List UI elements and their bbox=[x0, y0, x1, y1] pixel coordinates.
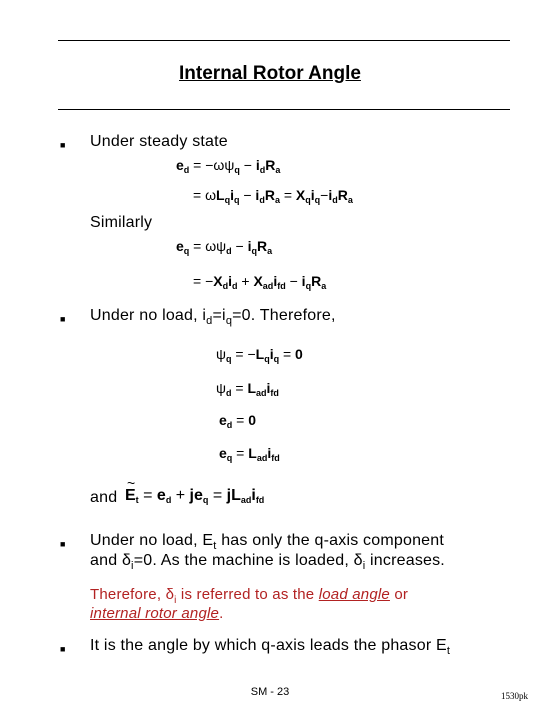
bullet-no-load: Under no load, $i_d=i_q=0$. Therefore, bbox=[90, 307, 336, 328]
bullet-load-line1: Under no load, $E_t$ has only the q-axis component bbox=[90, 532, 445, 553]
slide-number: SM - 23 bbox=[250, 686, 290, 698]
red-note-line2: internal rotor angle. bbox=[90, 605, 224, 622]
bullet-marker: ■ bbox=[60, 314, 66, 324]
top-rule bbox=[58, 40, 510, 41]
equation-eq-lad: $e_q = L_{ad}i_{fd}$ bbox=[219, 445, 280, 463]
term-load-angle: load angle bbox=[318, 586, 390, 603]
corner-code: 1530pk bbox=[501, 691, 528, 701]
equation-eq-expanded: = $-X_di_d + X_{ad}i_{fd} - i_qR_a$ bbox=[193, 273, 327, 291]
equation-psi-q: $\psi_q = -L_qi_q = 0$ bbox=[216, 346, 303, 364]
equation-ed-zero: $e_d = 0$ bbox=[219, 412, 257, 430]
text-and: and bbox=[90, 489, 118, 506]
equation-ed: $e_d = -\omega\psi_q - i_dR_a$ bbox=[176, 157, 281, 175]
term-internal-rotor-angle: internal rotor angle bbox=[90, 605, 220, 622]
text-similarly: Similarly bbox=[90, 214, 153, 231]
page-title: Internal Rotor Angle bbox=[179, 63, 361, 84]
equation-eq: $e_q = \omega\psi_d - i_qR_a$ bbox=[176, 238, 273, 256]
bullet-steady-state: Under steady state bbox=[90, 133, 228, 150]
title-rule bbox=[58, 109, 510, 110]
equation-Et: ~ $E_t = e_d + je_q = jL_{ad}i_{fd}$ bbox=[125, 487, 264, 505]
bullet-load-line2: and $\delta_i=0$. As the machine is loaded, $\delta_i$ increases. bbox=[90, 552, 445, 573]
bullet-marker: ■ bbox=[60, 539, 66, 549]
bullet-q-axis: It is the angle by which q-axis leads the phasor $E_t$ bbox=[90, 637, 451, 658]
red-note-line1: Therefore, $\delta_i$ is referred to as the load angle or bbox=[90, 586, 409, 606]
equation-psi-d: $\psi_d = L_{ad}i_{fd}$ bbox=[216, 380, 279, 398]
bullet-marker: ■ bbox=[60, 644, 66, 654]
bullet-marker: ■ bbox=[60, 140, 66, 150]
equation-ed-expanded: = $\omega L_qi_q - i_dR_a = X_qi_q-i_dR_a$ bbox=[193, 187, 353, 205]
